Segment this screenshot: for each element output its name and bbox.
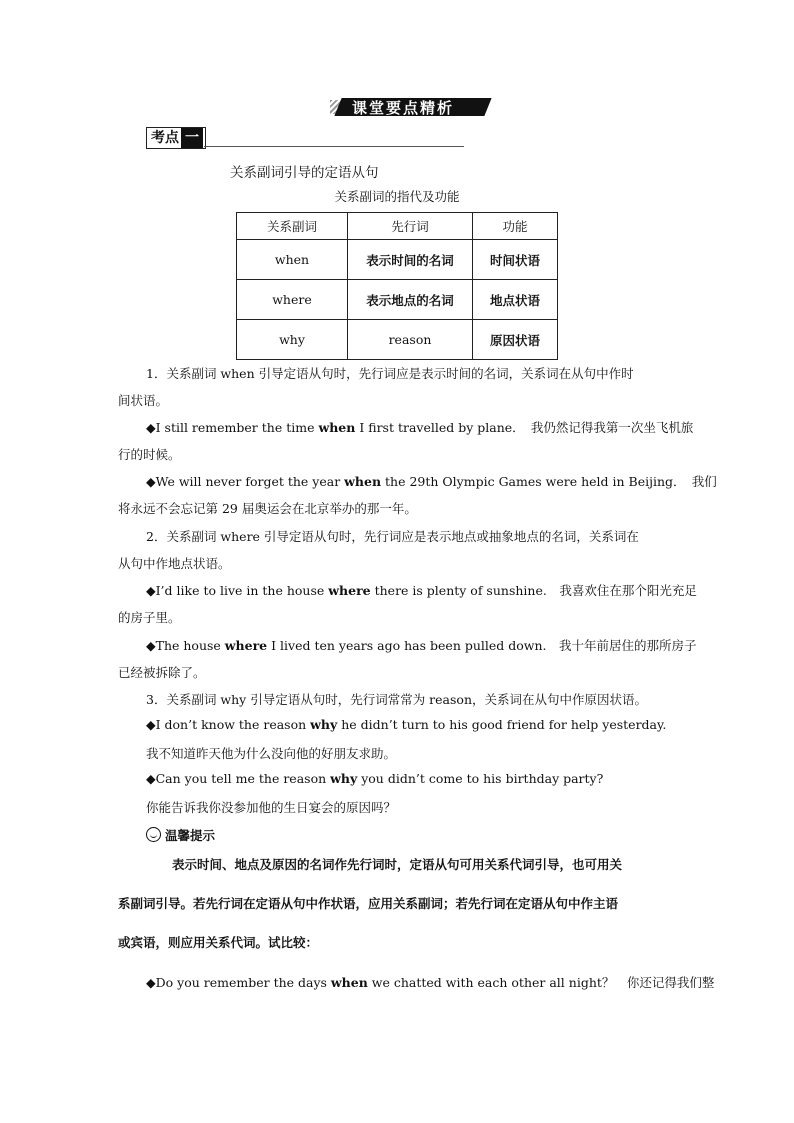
- table-row: [237, 280, 558, 320]
- example-2-cont: 将永远不会忘记第 29 届奥运会在北京举办的那一年。: [118, 501, 417, 516]
- example-6: [146, 771, 603, 786]
- example-1-cont: 行的时候。: [118, 447, 181, 462]
- example-4: [146, 636, 697, 654]
- table-row: [237, 240, 558, 280]
- example-keyword: when: [318, 420, 356, 435]
- example-text: you didn’t come to his birthday party?: [357, 771, 604, 786]
- kaodian-number: 一: [181, 128, 203, 148]
- example-text: we chatted with each other all night？ 你还记得我们整: [367, 975, 715, 990]
- kaodian-text: 考点: [151, 130, 179, 146]
- example-text: ◆Do you remember the days: [146, 975, 331, 990]
- smiley-icon: [146, 827, 161, 842]
- example-text: ◆We will never forget the year: [146, 474, 345, 489]
- kaodian-underline: [204, 146, 464, 147]
- table-cell: 表示时间的名词: [348, 240, 473, 280]
- table-header-cell: 关系副词: [237, 213, 348, 240]
- example-text: there is plenty of sunshine. 我喜欢住在那个阳光充足: [370, 583, 697, 598]
- example-text: ◆The house: [146, 638, 225, 653]
- table-cell: why: [237, 320, 348, 360]
- example-3: [146, 581, 697, 599]
- table-cell: 表示地点的名词: [348, 280, 473, 320]
- example-2: [146, 472, 717, 490]
- table-cell: 地点状语: [473, 280, 558, 320]
- table-cell: 原因状语: [473, 320, 558, 360]
- tip-label: 温馨提示: [165, 828, 216, 843]
- table-header-cell: 先行词: [348, 213, 473, 240]
- table-header-row: [237, 213, 558, 240]
- example-text: ◆Can you tell me the reason: [146, 771, 331, 786]
- table-header-cell: 功能: [473, 213, 558, 240]
- paragraph-2: 2．关系副词 where 引导定语从句时，先行词应是表示地点或抽象地点的名词，关系词在: [146, 529, 639, 544]
- example-5: [146, 717, 666, 732]
- example-text: I lived ten years ago has been pulled down. 我十年前居住的那所房子: [267, 638, 697, 653]
- example-keyword: when: [344, 474, 382, 489]
- table-cell: when: [237, 240, 348, 280]
- example-text: I first travelled by plane． 我仍然记得我第一次坐飞机旅: [355, 420, 694, 435]
- example-keyword: why: [330, 771, 358, 786]
- example-keyword: when: [330, 975, 368, 990]
- tip-text: 系副词引导。若先行词在定语从句中作状语，应用关系副词；若先行词在定语从句中作主语: [118, 896, 619, 911]
- kaodian-label: [146, 127, 206, 149]
- banner-title: 课堂要点精析: [352, 99, 455, 117]
- table-cell: 时间状语: [473, 240, 558, 280]
- table-cell: reason: [348, 320, 473, 360]
- example-text: ◆I don’t know the reason: [146, 717, 311, 732]
- relative-adverb-table: [236, 212, 558, 360]
- example-text: ◆I still remember the time: [146, 420, 319, 435]
- section-banner: [330, 96, 490, 118]
- example-keyword: why: [310, 717, 338, 732]
- tip-heading: [146, 826, 215, 844]
- example-5-translation: 我不知道昨天他为什么没向他的好朋友求助。: [146, 746, 397, 761]
- tip-text: 或宾语，则应用关系代词。试比较：: [118, 935, 319, 950]
- paragraph-1-cont: 间状语。: [118, 393, 169, 408]
- example-6-translation: 你能告诉我你没参加他的生日宴会的原因吗？: [146, 800, 397, 815]
- paragraph-3: 3．关系副词 why 引导定语从句时，先行词常常为 reason，关系词在从句中作原因状语。: [146, 692, 648, 707]
- example-3-cont: 的房子里。: [118, 610, 181, 625]
- example-7: [146, 973, 714, 991]
- table-title: 关系副词的指代及功能: [334, 189, 460, 204]
- table-cell: where: [237, 280, 348, 320]
- paragraph-1: 1．关系副词 when 引导定语从句时，先行词应是表示时间的名词，关系词在从句中作时: [146, 366, 634, 381]
- example-text: the 29th Olympic Games were held in Beijing． 我们: [381, 474, 717, 489]
- tip-text: 表示时间、地点及原因的名词作先行词时，定语从句可用关系代词引导，也可用关: [172, 857, 623, 872]
- example-keyword: where: [328, 583, 371, 598]
- example-text: he didn’t turn to his good friend for help yesterday.: [337, 717, 667, 732]
- example-text: ◆I’d like to live in the house: [146, 583, 329, 598]
- example-4-cont: 已经被拆除了。: [118, 665, 206, 680]
- paragraph-2-cont: 从句中作地点状语。: [118, 556, 231, 571]
- table-row: [237, 320, 558, 360]
- section-title: 关系副词引导的定语从句: [230, 165, 379, 181]
- example-keyword: where: [224, 638, 268, 653]
- example-1: [146, 418, 693, 436]
